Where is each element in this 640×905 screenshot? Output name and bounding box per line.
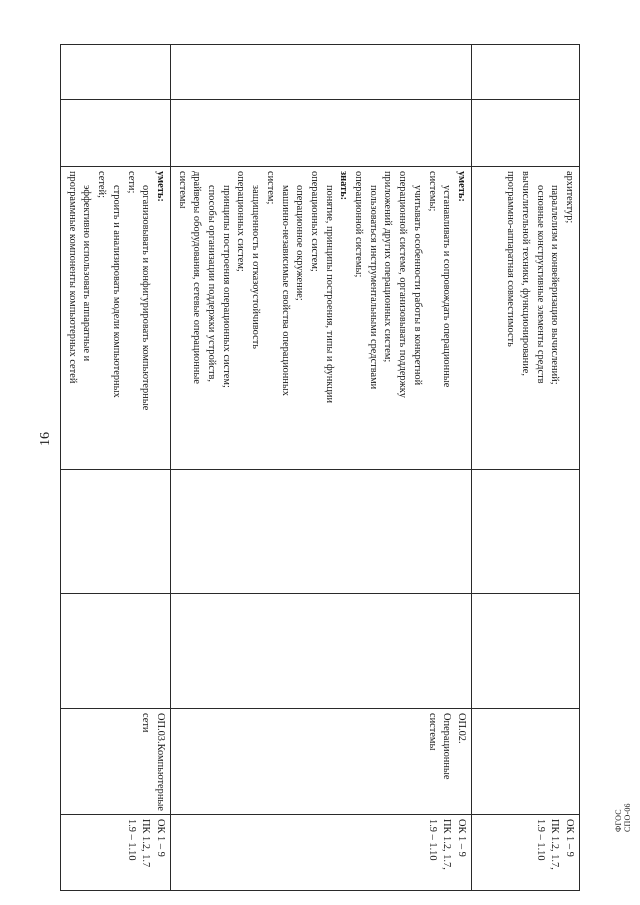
requirements-cell xyxy=(170,167,471,470)
requirement-line: систем; xyxy=(264,171,276,205)
requirement-line: сети; xyxy=(125,171,137,194)
footer-code: ФГОС СПО-06 xyxy=(614,803,632,832)
requirement-line: системы; xyxy=(426,171,438,212)
requirement-line: устанавливать и сопровождать операционные xyxy=(441,185,453,388)
competencies-cell: ОК 1 – 9 ПК 1.2, 1.7 1.9 – 1.10 xyxy=(61,815,171,891)
requirement-line: операционных систем; xyxy=(235,171,247,272)
requirement-line: архитектур; xyxy=(564,171,575,224)
hours-cell xyxy=(170,470,471,594)
hours-cell xyxy=(61,594,171,709)
index-cell xyxy=(170,45,471,100)
requirement-line: операционное окружение; xyxy=(294,185,306,301)
empty-cell xyxy=(61,100,171,167)
index-cell xyxy=(61,45,171,100)
requirement-line: эффективно использовать аппаратные и xyxy=(81,185,93,362)
index-cell xyxy=(472,45,580,100)
discipline-cell xyxy=(472,709,580,815)
table-row xyxy=(472,45,580,891)
requirement-line: понятие, принципы построения, типы и функции xyxy=(323,185,335,404)
requirement-line: пользоваться инструментальными средствами xyxy=(367,185,379,390)
rotated-table-wrapper xyxy=(66,44,580,890)
requirement-line: основные конструктивные элементы средств xyxy=(534,185,546,384)
requirement-line: приложений других операционных систем; xyxy=(382,171,394,363)
empty-cell xyxy=(472,100,580,167)
requirement-line: машинно-независимые свойства операционных xyxy=(279,185,291,396)
hours-cell xyxy=(472,470,580,594)
requirement-line: организовывать и конфигурировать компьютерные xyxy=(140,185,152,411)
empty-cell xyxy=(170,100,471,167)
requirement-line: операционной системы; xyxy=(353,171,365,278)
page-number: 16 xyxy=(38,432,53,446)
competencies-cell: ОК 1 – 9 ПК 1.2, 1.7, 1.9 – 1.10 xyxy=(170,815,471,891)
requirement-line: программные компоненты компьютерных сетей xyxy=(66,171,78,384)
section-heading: уметь: xyxy=(154,171,166,202)
section-heading: знать: xyxy=(338,171,350,201)
hours-cell xyxy=(61,470,171,594)
requirement-line: операционной системе, организовывать поддержку xyxy=(397,171,409,398)
requirement-line: строить и анализировать модели компьютерных xyxy=(110,185,122,398)
requirement-line: системы xyxy=(176,171,188,209)
requirement-line: защищенность и отказоустойчивость xyxy=(250,185,262,349)
requirement-line: сетей; xyxy=(96,171,108,198)
discipline-cell: ОП.03.Компьютерные сети xyxy=(61,709,171,815)
requirement-line: операционных систем; xyxy=(308,171,320,272)
table-row xyxy=(170,45,471,891)
requirement-line: принципы построения операционных систем; xyxy=(220,185,232,388)
competencies-cell: ОК 1 – 9 ПК 1.2, 1.7, 1.9 – 1.10 xyxy=(472,815,580,891)
table-row xyxy=(61,45,171,891)
requirement-line: способы организации поддержки устройств, xyxy=(206,185,218,382)
requirement-line: программно-аппаратная совместимость xyxy=(505,171,517,347)
curriculum-table xyxy=(60,44,580,891)
section-heading: уметь: xyxy=(456,171,467,202)
requirements-cell xyxy=(61,167,171,470)
hours-cell xyxy=(170,594,471,709)
requirements-cell xyxy=(472,167,580,470)
requirement-line: учитывать особенности работы в конкретной xyxy=(411,185,423,386)
hours-cell xyxy=(472,594,580,709)
discipline-cell: ОП.02. Операционные системы xyxy=(170,709,471,815)
requirement-line: параллелизм и конвейеризацию вычислений; xyxy=(549,185,561,385)
requirement-line: вычислительной техники, функционирование, xyxy=(519,171,531,376)
requirement-line: драйверы оборудования, сетевые операционные xyxy=(191,171,203,384)
